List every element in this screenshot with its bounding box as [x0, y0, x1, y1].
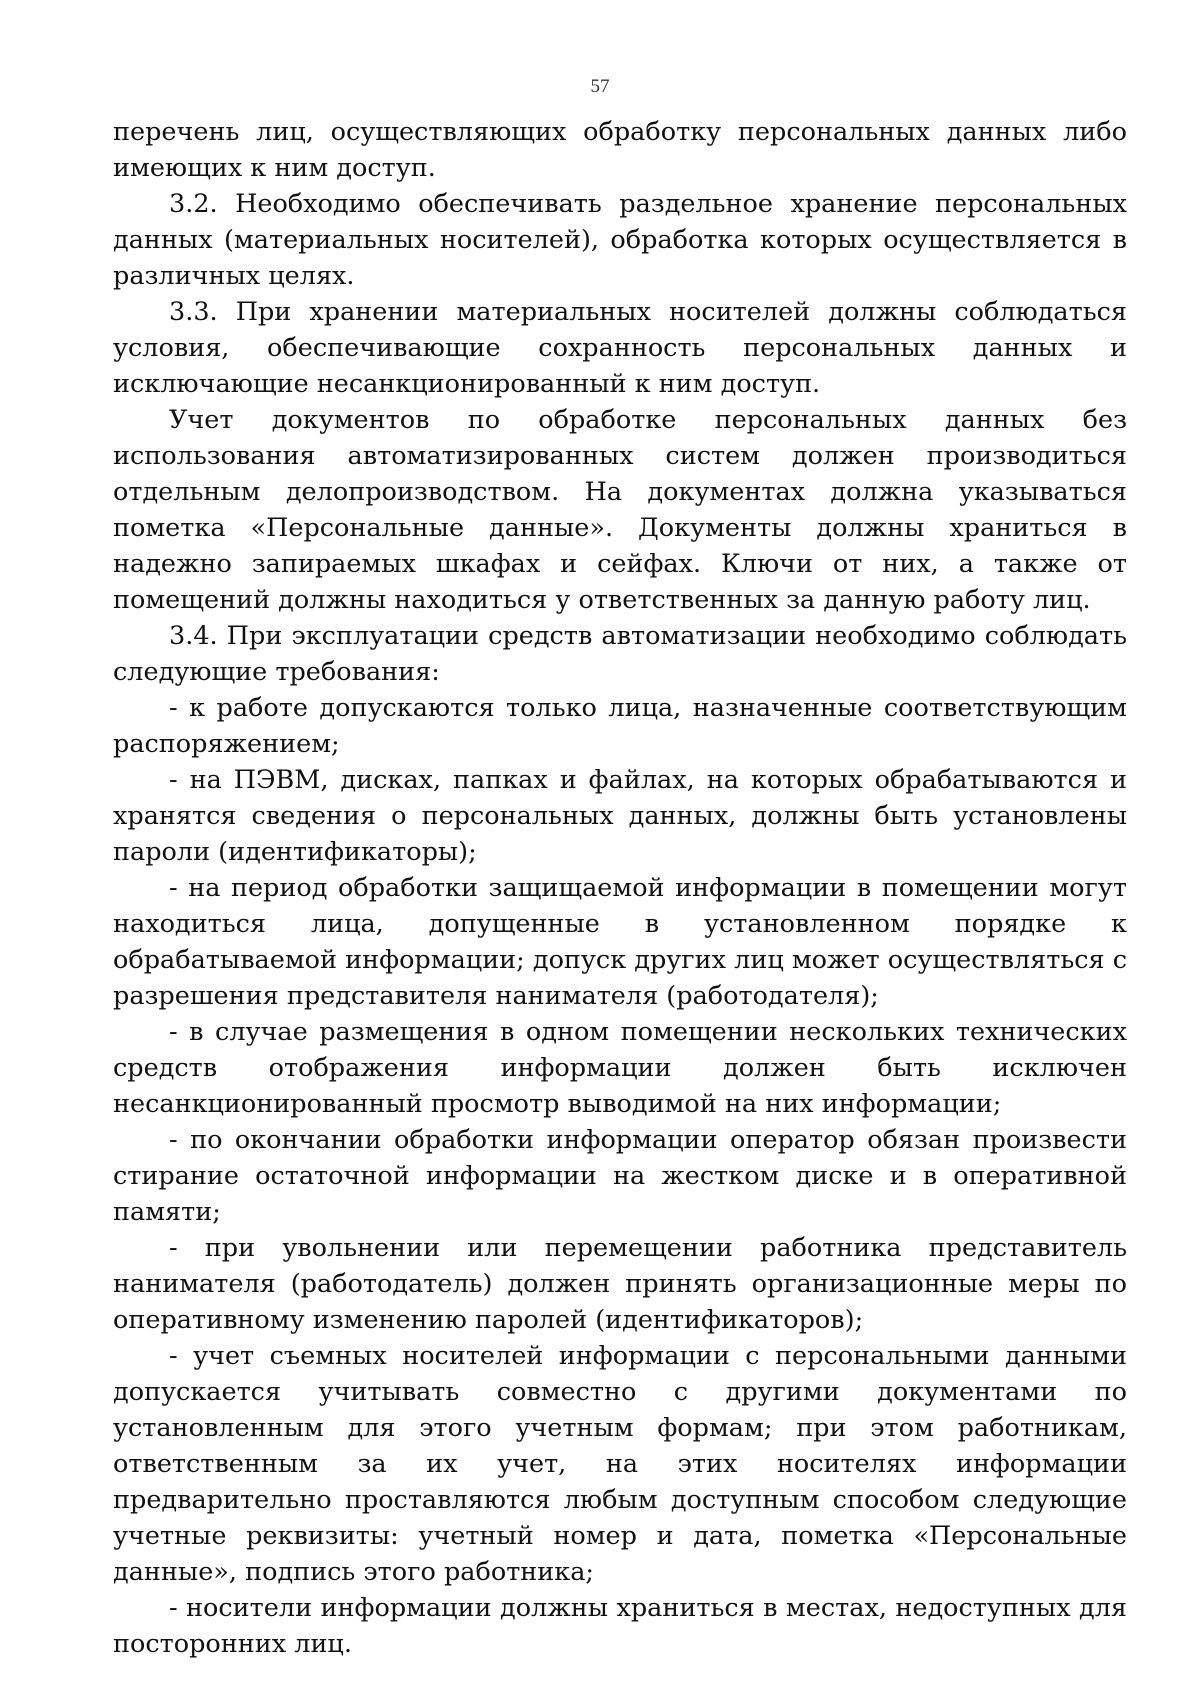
paragraph-3-3: 3.3. При хранении материальных носителей должны соблюдаться условия, обеспечивающие сохранность персональных данных и исключающие несанкционированный к ним доступ.	[113, 297, 1127, 399]
requirement-item: - в случае размещения в одном помещении нескольких технических средств отображения информации должен быть исключен несанкционированный просмотр выводимой на них информации;	[113, 1017, 1127, 1119]
page-number: 57	[590, 76, 610, 97]
paragraph-3-2: 3.2. Необходимо обеспечивать раздельное хранение персональных данных (материальных носителей), обработка которых осуществляется в различных целях.	[113, 189, 1127, 291]
paragraph-continuation: перечень лиц, осуществляющих обработку персональных данных либо имеющих к ним доступ.	[113, 117, 1127, 183]
requirement-item: - носители информации должны храниться в местах, недоступных для посторонних лиц.	[113, 1593, 1127, 1659]
document-body	[113, 114, 1127, 1662]
paragraph-3-4: 3.4. При эксплуатации средств автоматизации необходимо соблюдать следующие требования:	[113, 621, 1127, 687]
requirement-item: - по окончании обработки информации оператор обязан произвести стирание остаточной информации на жестком диске и в оперативной памяти;	[113, 1125, 1127, 1227]
requirement-item: - при увольнении или перемещении работника представитель нанимателя (работодатель) должен принять организационные меры по оперативному изменению паролей (идентификаторов);	[113, 1233, 1127, 1335]
paragraph-document-accounting: Учет документов по обработке персональных данных без использования автоматизированных систем должен производиться отдельным делопроизводством. На документах должна указываться пометка «Персональные данные». Документы должны храниться в надежно запираемых шкафах и сейфах. Ключи от них, а также от помещений должны находиться у ответственных за данную работу лиц.	[113, 405, 1127, 615]
requirement-item: - на период обработки защищаемой информации в помещении могут находиться лица, допущенные в установленном порядке к обрабатываемой информации; допуск других лиц может осуществляться с разрешения представителя нанимателя (работодателя);	[113, 873, 1127, 1011]
requirement-item: - учет съемных носителей информации с персональными данными допускается учитывать совместно с другими документами по установленным для этого учетным формам; при этом работникам, ответственным за их учет, на этих носителях информации предварительно проставляются любым доступным способом следующие учетные реквизиты: учетный номер и дата, пометка «Персональные данные», подпись этого работника;	[113, 1341, 1127, 1587]
requirement-item: - к работе допускаются только лица, назначенные соответствующим распоряжением;	[113, 693, 1127, 759]
requirement-item: - на ПЭВМ, дисках, папках и файлах, на которых обрабатываются и хранятся сведения о персональных данных, должны быть установлены пароли (идентификаторы);	[113, 765, 1127, 867]
